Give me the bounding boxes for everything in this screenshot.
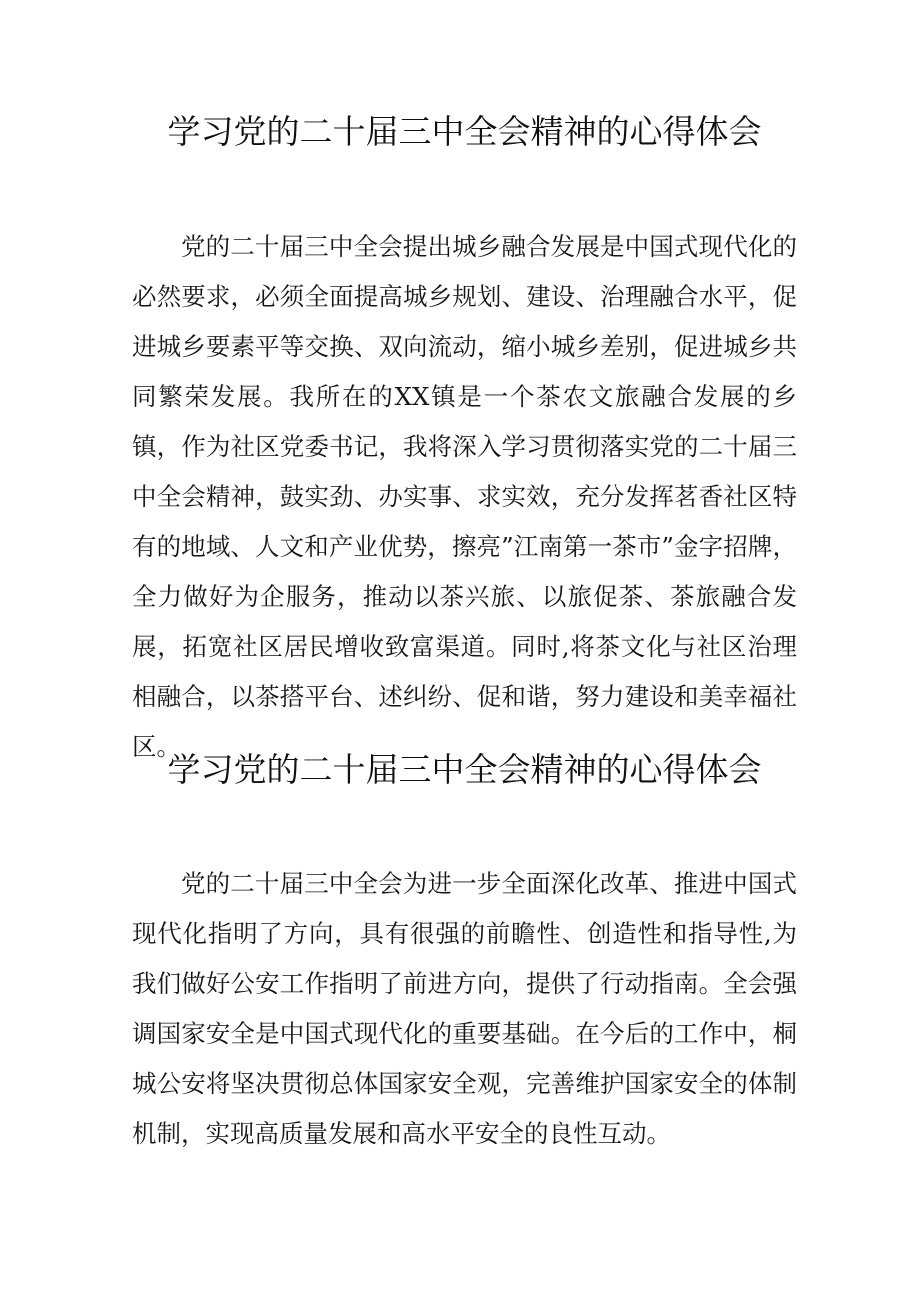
essay-paragraph-2: 党的二十届三中全会为进一步全面深化改革、推进中国式现代化指明了方向，具有很强的前瞻性、创造性和指导性,为我们做好公安工作指明了前进方向，提供了行动指南。全会强调国家安全是中国式现代化的重要基础。在今后的工作中，桐城公安将坚决贯彻总体国家安全观，完善维护国家安全的体制机制，实现高质量发展和高水平安全的良性互动。 [132,869,797,1148]
essay-section-1 [132,106,797,772]
essay-paragraph-1: 党的二十届三中全会提出城乡融合发展是中国式现代化的必然要求，必须全面提高城乡规划、建设、治理融合水平，促进城乡要素平等交换、双向流动，缩小城乡差别，促进城乡共同繁荣发展。我所在的XX镇是一个茶农文旅融合发展的乡镇，作为社区党委书记，我将深入学习贯彻落实党的二十届三中全会精神，鼓实劲、办实事、求实效，充分发挥茗香社区特有的地域、人文和产业优势，擦亮”江南第一茶市”金字招牌，全力做好为企服务，推动以茶兴旅、以旅促茶、茶旅融合发展，拓宽社区居民增收致富渠道。同时,将茶文化与社区治理相融合，以茶搭平台、述纠纷、促和谐，努力建设和美幸福社区。 [132,232,797,761]
essay-title-2: 学习党的二十届三中全会精神的心得体会 [167,750,762,789]
essay-section-2 [132,744,797,1159]
essay-title-1: 学习党的二十届三中全会精神的心得体会 [167,112,762,151]
